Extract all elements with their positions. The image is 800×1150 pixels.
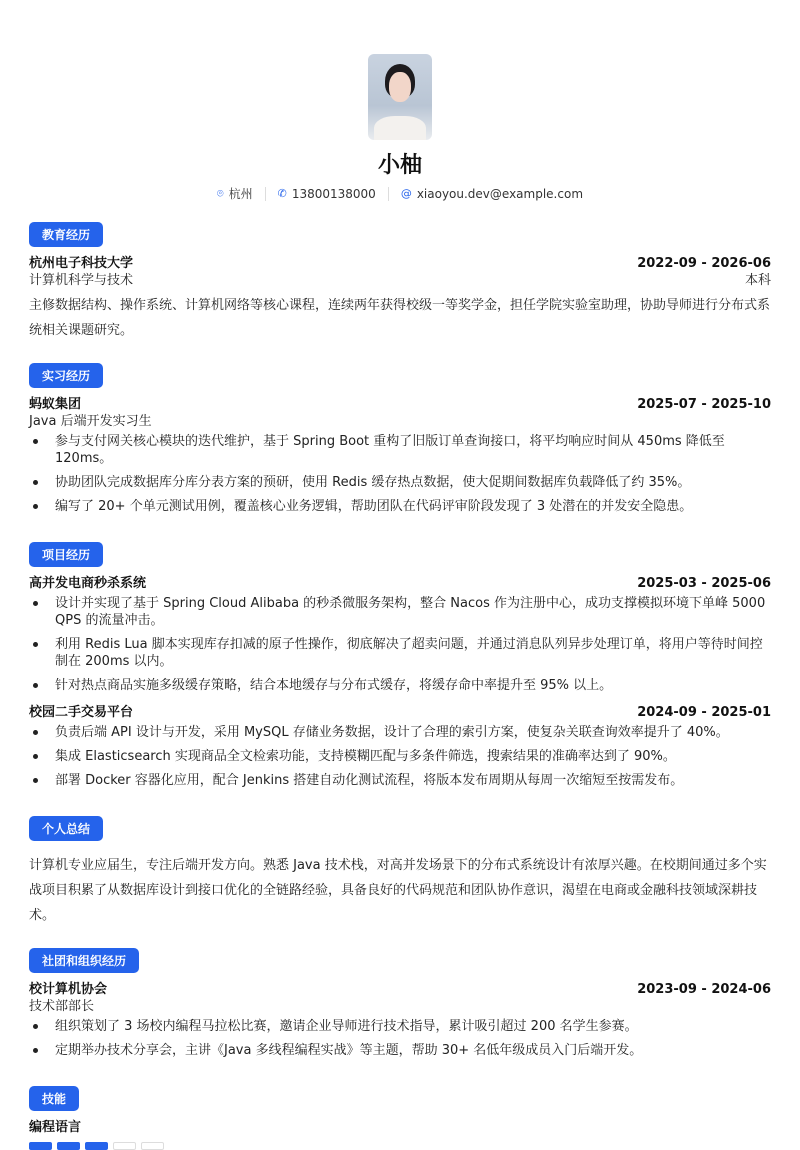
location-icon: ⌾ <box>216 186 224 200</box>
section-title: 教育经历 <box>29 222 103 247</box>
phone: 13800138000 <box>291 186 376 201</box>
education-section <box>29 202 771 343</box>
list-item: 利用 Redis Lua 脚本实现库存扣减的原子性操作，彻底解决了超卖问题，并通过消息队列异步处理订单，将用户等待时间控制在 200ms 以内。 <box>29 636 771 670</box>
club-role: 技术部部长 <box>29 999 95 1014</box>
project-name: 高并发电商秒杀系统 <box>29 576 147 591</box>
date-range: 2024-09 - 2025-01 <box>637 705 771 720</box>
section-title: 个人总结 <box>29 816 103 841</box>
phone-icon: ✆ <box>277 187 287 200</box>
resume-header <box>29 54 771 202</box>
job-role: Java 后端开发实习生 <box>29 414 152 429</box>
major: 计算机科学与技术 <box>29 273 134 288</box>
education-description: 主修数据结构、操作系统、计算机网络等核心课程，连续两年获得校级一等奖学金，担任学院实验室助理，协助导师进行分布式系统相关课题研究。 <box>29 298 771 338</box>
degree: 本科 <box>744 273 771 288</box>
list-item: 定期举办技术分享会，主讲《Java 多线程编程实战》等主题，帮助 30+ 名低年级成员入门后端开发。 <box>29 1042 771 1059</box>
email[interactable]: xiaoyou.dev@example.com <box>416 186 584 201</box>
skill-level-segment <box>113 1142 136 1150</box>
list-item: 设计并实现了基于 Spring Cloud Alibaba 的秒杀微服务架构，整合 Nacos 作为注册中心，成功支撑模拟环境下单峰 5000 QPS 的流量冲击。 <box>29 595 771 629</box>
email-icon: @ <box>400 187 412 200</box>
section-title: 实习经历 <box>29 363 103 388</box>
summary-text: 计算机专业应届生，专注后端开发方向。熟悉 Java 技术栈，对高并发场景下的分布式系统设计有浓厚兴趣。在校期间通过多个实战项目积累了从数据库设计到接口优化的全链路经验，具备良好的代码规范和团队协作意识，渴望在电商或金融科技领域深耕技术。 <box>29 858 767 923</box>
profile-photo <box>368 54 432 140</box>
skills-section <box>29 1066 771 1150</box>
school-name: 杭州电子科技大学 <box>29 256 134 271</box>
projects-section <box>29 522 771 789</box>
list-item: 参与支付网关核心模块的迭代维护，基于 Spring Boot 重构了旧版订单查询接口，将平均响应时间从 450ms 降低至 120ms。 <box>29 433 771 467</box>
list-item: 协助团队完成数据库分库分表方案的预研，使用 Redis 缓存热点数据，使大促期间数据库负载降低了约 35%。 <box>29 474 771 491</box>
location: 杭州 <box>228 187 253 201</box>
list-item: 编写了 20+ 个单元测试用例，覆盖核心业务逻辑，帮助团队在代码评审阶段发现了 3 处潜在的并发安全隐患。 <box>29 498 771 515</box>
clubs-section <box>29 928 771 1059</box>
list-item: 负责后端 API 设计与开发，采用 MySQL 存储业务数据，设计了合理的索引方案，使复杂关联查询效率提升了 40%。 <box>29 724 771 741</box>
skill-level-segment <box>85 1142 108 1150</box>
skill-level-bar <box>29 1142 771 1150</box>
company-name: 蚂蚁集团 <box>29 397 82 412</box>
organization-name: 校计算机协会 <box>29 982 108 997</box>
summary-section <box>29 796 771 928</box>
list-item: 部署 Docker 容器化应用，配合 Jenkins 搭建自动化测试流程，将版本发布周期从每周一次缩短至按需发布。 <box>29 772 771 789</box>
skill-level-segment <box>29 1142 52 1150</box>
candidate-name: 小柚 <box>377 153 422 178</box>
list-item: 针对热点商品实施多级缓存策略，结合本地缓存与分布式缓存，将缓存命中率提升至 95% 以上。 <box>29 677 771 694</box>
skill-level-segment <box>57 1142 80 1150</box>
section-title: 社团和组织经历 <box>29 948 139 973</box>
section-title: 项目经历 <box>29 542 103 567</box>
internship-section <box>29 343 771 515</box>
skill-level-segment <box>141 1142 164 1150</box>
contact-info <box>29 185 771 202</box>
date-range: 2025-07 - 2025-10 <box>637 397 771 412</box>
date-range: 2022-09 - 2026-06 <box>637 256 771 271</box>
section-title: 技能 <box>29 1086 79 1111</box>
project-name: 校园二手交易平台 <box>29 705 134 720</box>
skill-name: 编程语言 <box>29 1120 82 1135</box>
list-item: 组织策划了 3 场校内编程马拉松比赛，邀请企业导师进行技术指导，累计吸引超过 200 名学生参赛。 <box>29 1018 771 1035</box>
date-range: 2023-09 - 2024-06 <box>637 982 771 997</box>
list-item: 集成 Elasticsearch 实现商品全文检索功能，支持模糊匹配与多条件筛选，搜索结果的准确率达到了 90%。 <box>29 748 771 765</box>
date-range: 2025-03 - 2025-06 <box>637 576 771 591</box>
